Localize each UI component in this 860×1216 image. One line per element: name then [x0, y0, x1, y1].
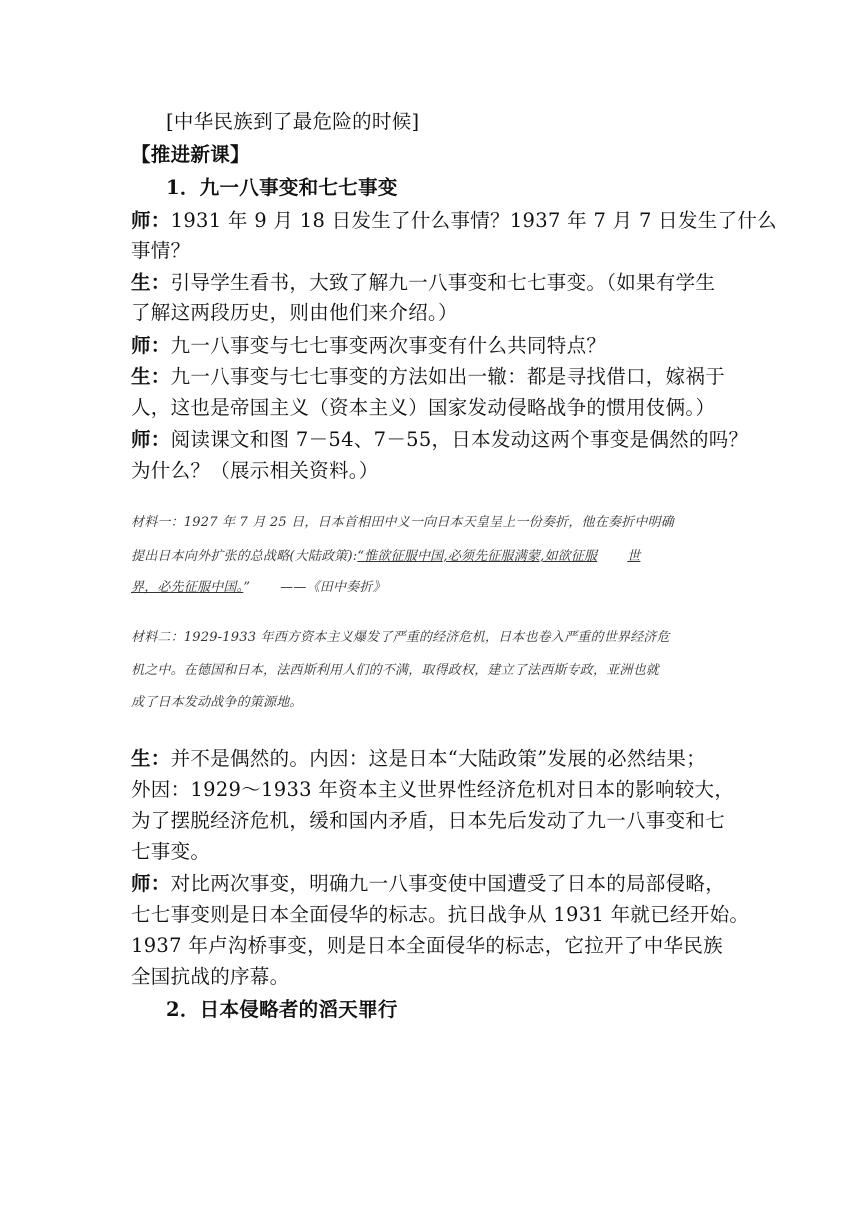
material-2-line-2: 机之中。在德国和日本，法西斯利用人们的不满，取得政权，建立了法西斯专政，亚洲也就 — [131, 663, 660, 678]
material-text: 提出日本向外扩张的总战略(大陆政策): — [131, 549, 358, 564]
material-2-line-3: 成了日本发动战争的策源地。 — [131, 695, 303, 710]
paragraph-1-line-1 — [131, 206, 777, 236]
paragraph-2-line-1 — [131, 268, 731, 298]
paragraph-6-line-3: 为了摆脱经济危机，缓和国内矛盾，日本先后发动了九一八事变和七 — [131, 809, 726, 832]
paragraph-text: 九一八事变与七七事变两次事变有什么共同特点？ — [170, 334, 607, 357]
speaker-label: 师： — [131, 334, 171, 357]
paragraph-5-line-2: 为什么？（展示相关资料。） — [131, 459, 379, 482]
lesson-heading: 【推进新课】 — [131, 143, 250, 166]
paragraph-7-line-1 — [131, 869, 731, 899]
paragraph-3-line-1 — [131, 331, 731, 361]
speaker-label: 师： — [131, 428, 171, 451]
paragraph-text: 1931 年 9 月 18 日发生了什么事情？1937 年 7 月 7 日发生了什么 — [170, 209, 777, 232]
quote-text: “惟欲征服中国,必须先征服满蒙,如欲征服 — [357, 549, 598, 564]
paragraph-4-line-2: 人，这也是帝国主义（资本主义）国家发动侵略战争的惯用伎俩。） — [131, 396, 716, 419]
subheading-1: 1．九一八事变和七七事变 — [166, 176, 398, 199]
paragraph-1-line-2: 事情？ — [131, 239, 191, 262]
paragraph-6-line-1 — [131, 744, 731, 774]
speaker-label: 生： — [131, 365, 171, 388]
paragraph-text: 阅读课文和图 7－54、7－55，日本发动这两个事变是偶然的吗？ — [170, 428, 749, 451]
paragraph-text: 引导学生看书，大致了解九一八事变和七七事变。（如果有学生 — [170, 271, 716, 294]
paragraph-6-line-2: 外因：1929～1933 年资本主义世界性经济危机对日本的影响较大， — [131, 778, 735, 801]
quote-close: ” — [243, 580, 251, 595]
speaker-label: 师： — [131, 872, 171, 895]
section-title: [中华民族到了最危险的时候] — [166, 110, 420, 133]
material-2-line-1: 材料二：1929-1933 年西方资本主义爆发了严重的经济危机，日本也卷入严重的世界经济危 — [131, 630, 670, 645]
material-1-line-3 — [131, 578, 731, 598]
paragraph-4-line-1 — [131, 362, 731, 392]
speaker-label: 生： — [131, 747, 171, 770]
paragraph-2-line-2: 了解这两段历史，则由他们来介绍。） — [131, 301, 458, 324]
source-text: ——《田中奏折》 — [280, 580, 386, 595]
paragraph-7-line-4: 全国抗战的序幕。 — [131, 965, 290, 988]
paragraph-7-line-2: 七七事变则是日本全面侵华的标志。抗日战争从 1931 年就已经开始。 — [131, 903, 750, 926]
speaker-label: 生： — [131, 271, 171, 294]
paragraph-text: 九一八事变与七七事变的方法如出一辙：都是寻找借口，嫁祸于 — [170, 365, 726, 388]
quote-underlined — [357, 549, 640, 564]
paragraph-text: 并不是偶然的。内因：这是日本“大陆政策”发展的必然结果； — [170, 747, 706, 770]
quote-underlined-end: 界，必先征服中国。 — [131, 580, 244, 595]
material-1-line-1: 材料一：1927 年 7 月 25 日，日本首相田中义一向日本天皇呈上一份奏折，他在奏折中明确 — [131, 515, 674, 530]
paragraph-7-line-3: 1937 年卢沟桥事变，则是日本全面侵华的标志，它拉开了中华民族 — [131, 934, 723, 957]
paragraph-5-line-1 — [131, 425, 749, 455]
paragraph-6-line-4: 七事变。 — [131, 840, 211, 863]
speaker-label: 师： — [131, 209, 171, 232]
material-1-line-2 — [131, 547, 731, 567]
quote-text-end: 世 — [627, 549, 641, 564]
subheading-2: 2．日本侵略者的滔天罪行 — [166, 998, 398, 1021]
paragraph-text: 对比两次事变，明确九一八事变使中国遭受了日本的局部侵略， — [170, 872, 726, 895]
